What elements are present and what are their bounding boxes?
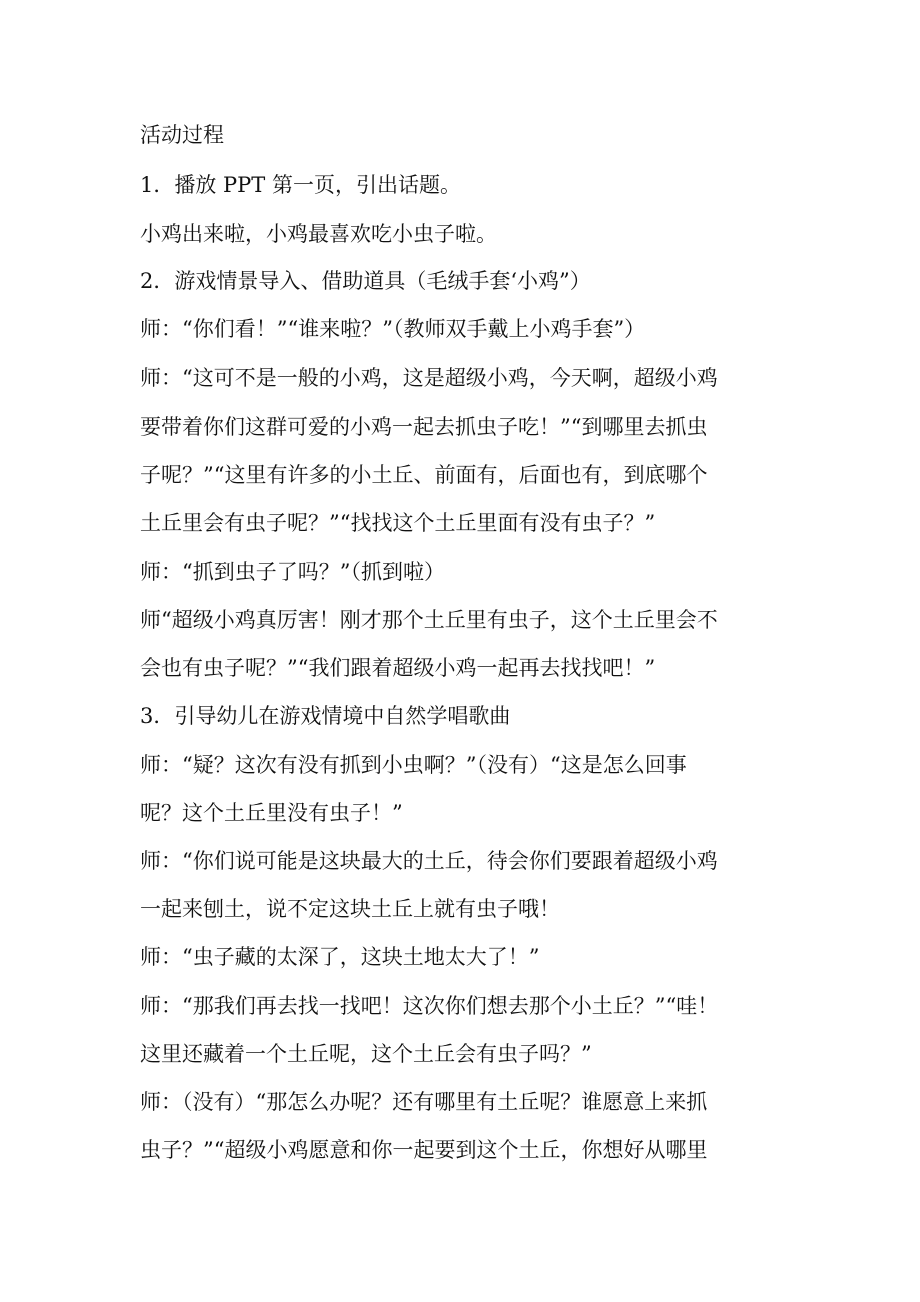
paragraph-line: 师：“抓到虫子了吗？”（抓到啦） — [140, 560, 445, 584]
paragraph-line: 师：“那我们再去找一找吧！这次你们想去那个小土丘？”“哇！ — [140, 994, 719, 1018]
paragraph-line: 师：“你们看！”“谁来啦？”（教师双手戴上小鸡手套”） — [140, 317, 646, 341]
paragraph-line: 师：“这可不是一般的小鸡，这是超级小鸡，今天啊，超级小鸡 — [140, 366, 718, 390]
paragraph-line: 师“超级小鸡真厉害！刚才那个土丘里有虫子，这个土丘里会不 — [140, 608, 718, 632]
paragraph-line: 呢？这个土丘里没有虫子！” — [140, 801, 403, 825]
paragraph-line: 小鸡出来啦，小鸡最喜欢吃小虫子啦。 — [140, 222, 497, 246]
section-heading: 活动过程 — [140, 123, 224, 147]
paragraph-line: 虫子？”“超级小鸡愿意和你一起要到这个土丘，你想好从哪里 — [140, 1138, 708, 1162]
paragraph-line: 师：（没有）“那怎么办呢？还有哪里有土丘呢？谁愿意上来抓 — [140, 1090, 708, 1114]
step-3-heading: 3．引导幼儿在游戏情境中自然学唱歌曲 — [140, 704, 511, 728]
paragraph-line: 师：“你们说可能是这块最大的土丘，待会你们要跟着超级小鸡 — [140, 849, 718, 873]
paragraph-line: 一起来刨土，说不定这块土丘上就有虫子哦！ — [140, 897, 560, 921]
paragraph-line: 师：“疑？这次有没有抓到小虫啊？”（没有）“这是怎么回事 — [140, 753, 687, 777]
step-2-heading: 2．游戏情景导入、借助道具（毛绒手套‘小鸡”） — [140, 269, 591, 293]
paragraph-line: 土丘里会有虫子呢？”“找找这个土丘里面有没有虫子？” — [140, 511, 656, 535]
paragraph-line: 这里还藏着一个土丘呢，这个土丘会有虫子吗？” — [140, 1042, 592, 1066]
paragraph-line: 会也有虫子呢？”“我们跟着超级小鸡一起再去找找吧！” — [140, 656, 656, 680]
paragraph-line: 要带着你们这群可爱的小鸡一起去抓虫子吃！”“到哪里去抓虫 — [140, 415, 708, 439]
step-1-heading: 1．播放 PPT 第一页，引出话题。 — [140, 173, 461, 197]
paragraph-line: 师：“虫子藏的太深了，这块土地太大了！” — [140, 945, 540, 969]
paragraph-line: 子呢？”“这里有许多的小土丘、前面有，后面也有，到底哪个 — [140, 463, 708, 487]
